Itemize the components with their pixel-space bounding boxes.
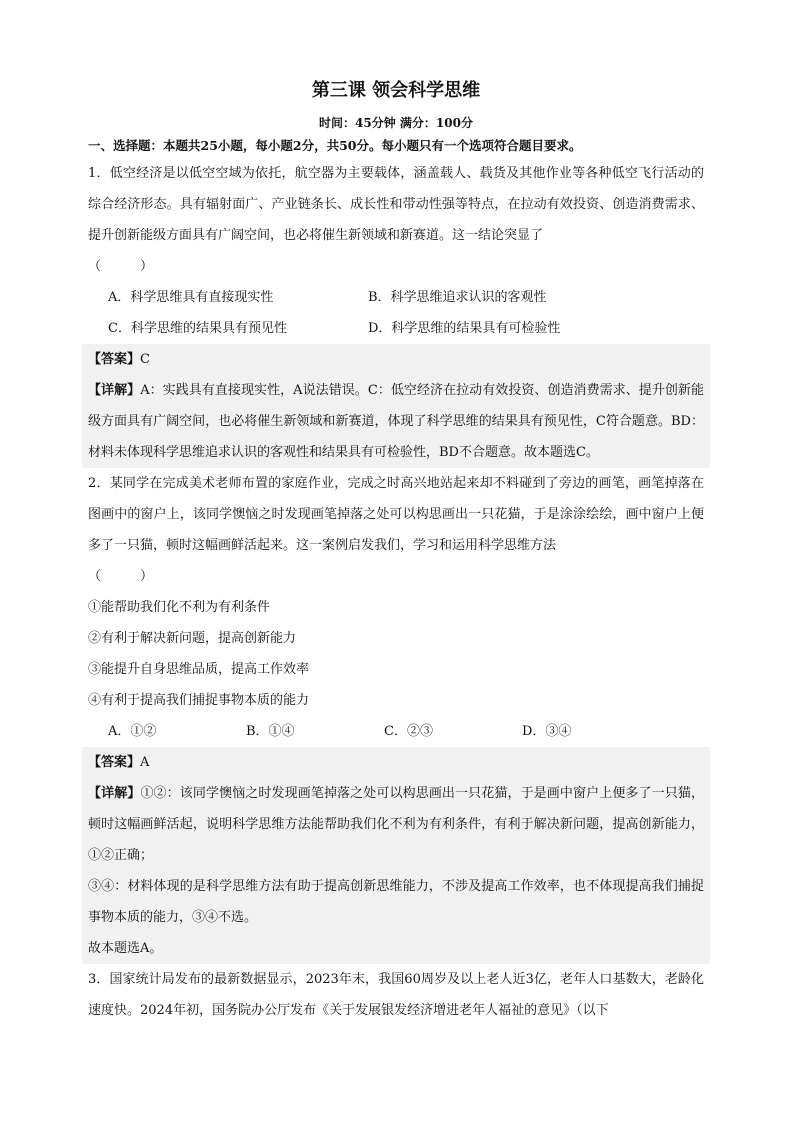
answer-label: 【答案】 bbox=[88, 755, 141, 770]
answer-label: 【答案】 bbox=[88, 352, 141, 367]
detail-label: 【详解】 bbox=[88, 383, 141, 398]
statement-4: ④有利于提高我们捕捉事物本质的能力 bbox=[88, 693, 310, 708]
question-2-detail-3: 故本题选A。 bbox=[88, 941, 163, 956]
question-1-stem: 1．低空经济是以低空空域为依托，航空器为主要载体，涵盖载人、载货及其他作业等各种低空飞行活动的综合经济形态。具有辐射面广、产业链条长、成长性和带动性强等特点，在拉动有效投资、创造消费需求、提升创新能级方面具有广阔空间，也必将催生新领域和新赛道。这一结论突显了 bbox=[88, 166, 704, 243]
statement-2: ②有利于解决新问题，提高创新能力 bbox=[88, 631, 297, 646]
statement-3: ③能提升自身思维品质，提高工作效率 bbox=[88, 662, 310, 677]
option-d: D．③④ bbox=[522, 724, 572, 739]
option-a: A．科学思维具有直接现实性 bbox=[108, 290, 274, 305]
detail-text: A：实践具有直接现实性，A说法错误。C：低空经济在拉动有效投资、创造消费需求、提升创新能级方面具有广阔空间，也必将催生新领域和新赛道，体现了科学思维的结果具有预见性，C符合题意。BD：材料未体现科学思维追求认识的客观性和结果具有可检验性，BD不合题意。故本题选C。 bbox=[88, 383, 704, 460]
question-2-blank: （ ） bbox=[88, 569, 154, 584]
question-2-stem: 2．某同学在完成美术老师布置的家庭作业，完成之时高兴地站起来却不料碰到了旁边的画笔，画笔掉落在图画中的窗户上，该同学懊恼之时发现画笔掉落之处可以构思画出一只花猫，于是涂涂绘绘，画中窗户上便多了一只猫，顿时这幅画鲜活起来。这一案例启发我们，学习和运用科学思维方法 bbox=[88, 476, 704, 553]
question-2-options bbox=[88, 716, 704, 747]
page-title: 第三课 领会科学思维 bbox=[311, 80, 481, 101]
exam-info: 时间：45分钟 满分：100分 bbox=[319, 116, 473, 130]
question-1-answer bbox=[88, 344, 704, 375]
detail-label: 【详解】 bbox=[88, 786, 141, 801]
question-1-blank: （ ） bbox=[88, 259, 154, 274]
question-2-detail-2: ③④：材料体现的是科学思维方法有助于提高创新思维能力，不涉及提高工作效率，也不体现提高我们捕捉事物本质的能力，③④不选。 bbox=[88, 879, 704, 925]
detail-text: ①②：该同学懊恼之时发现画笔掉落之处可以构思画出一只花猫，于是画中窗户上便多了一只猫，顿时这幅画鲜活起，说明科学思维方法能帮助我们化不利为有利条件，有利于解决新问题，提高创新能力，①②正确； bbox=[88, 786, 704, 863]
statement-1: ①能帮助我们化不利为有利条件 bbox=[88, 600, 271, 615]
section-heading: 一、选择题：本题共25小题，每小题2分，共50分。每小题只有一个选项符合题目要求。 bbox=[88, 138, 582, 153]
option-b: B．科学思维追求认识的客观性 bbox=[368, 290, 547, 305]
document-page bbox=[88, 80, 704, 1026]
answer-value: A bbox=[140, 755, 150, 770]
option-b: B．①④ bbox=[246, 724, 295, 739]
question-3-stem: 3．国家统计局发布的最新数据显示，2023年末，我国60周岁及以上老人近3亿，老年人口基数大，老龄化速度快。2024年初，国务院办公厅发布《关于发展银发经济增进老年人福祉的意见》（以下 bbox=[88, 972, 704, 1018]
question-2-answer-block bbox=[82, 747, 710, 964]
question-1-detail bbox=[88, 375, 704, 468]
question-2-answer bbox=[88, 747, 704, 778]
option-c: C．科学思维的结果具有预见性 bbox=[108, 321, 287, 336]
question-2-detail bbox=[88, 778, 704, 871]
question-1-options bbox=[88, 282, 704, 344]
option-c: C．②③ bbox=[384, 724, 433, 739]
option-a: A．①② bbox=[108, 724, 157, 739]
option-d: D．科学思维的结果具有可检验性 bbox=[368, 321, 561, 336]
question-1-answer-block bbox=[82, 344, 710, 468]
answer-value: C bbox=[140, 352, 150, 367]
